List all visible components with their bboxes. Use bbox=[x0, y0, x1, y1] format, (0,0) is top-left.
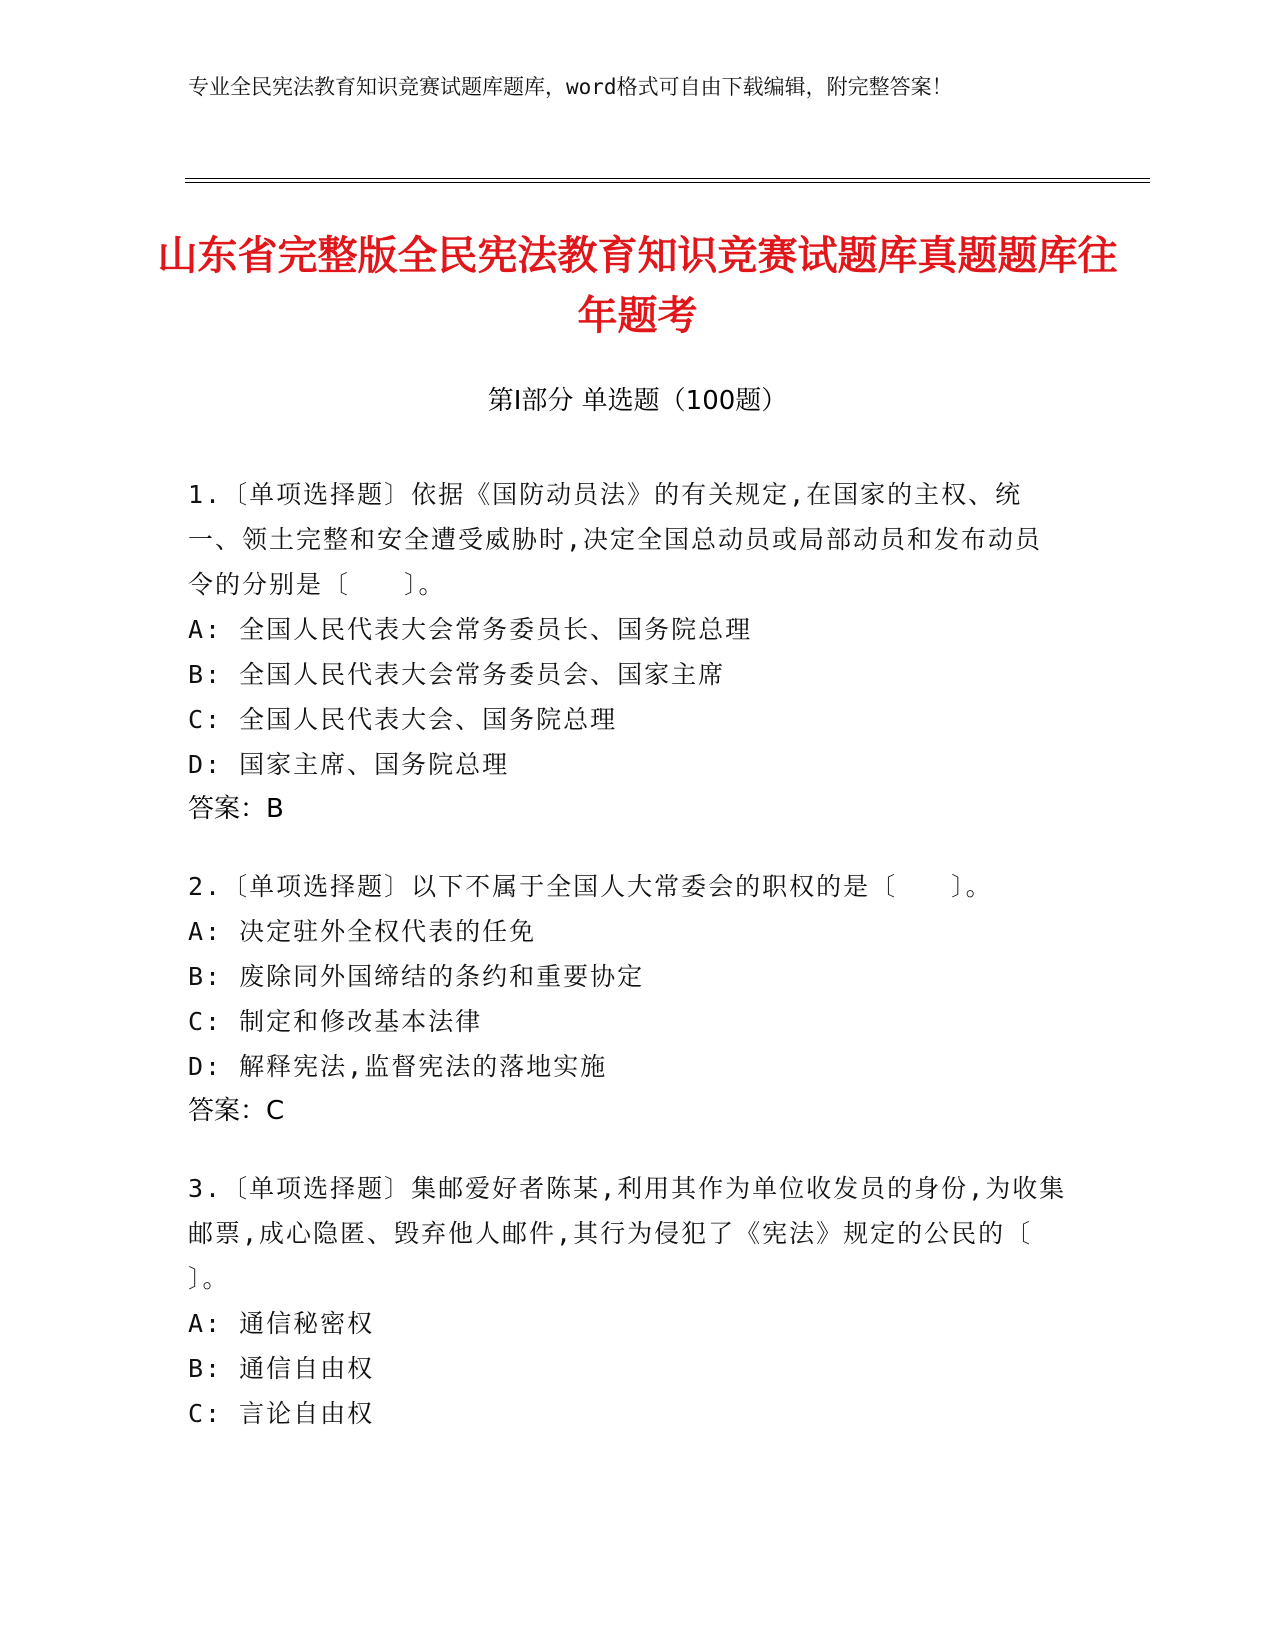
question-3 bbox=[188, 1166, 1087, 1436]
option-b: B: 通信自由权 bbox=[188, 1354, 375, 1383]
question-stem: 1.〔单项选择题〕依据《国防动员法》的有关规定,在国家的主权、统一、领土完整和安全遭受威胁时,决定全国总动员或局部动员和发布动员令的分别是〔 〕。 bbox=[188, 480, 1043, 599]
answer-line: 答案：B bbox=[188, 794, 284, 824]
option-d: D: 国家主席、国务院总理 bbox=[188, 750, 510, 779]
question-list bbox=[188, 472, 1087, 1468]
question-stem: 2.〔单项选择题〕以下不属于全国人大常委会的职权的是〔 〕。 bbox=[188, 872, 993, 901]
section-title: 第Ⅰ部分 单选题（100题） bbox=[487, 386, 788, 416]
option-a: A: 通信秘密权 bbox=[188, 1309, 375, 1338]
answer-line: 答案：C bbox=[188, 1096, 285, 1126]
option-d: D: 解释宪法,监督宪法的落地实施 bbox=[188, 1052, 608, 1081]
option-a: A: 全国人民代表大会常务委员长、国务院总理 bbox=[188, 615, 753, 644]
option-a: A: 决定驻外全权代表的任免 bbox=[188, 917, 537, 946]
header-divider-bottom bbox=[185, 182, 1150, 183]
header-note: 专业全民宪法教育知识竞赛试题库题库，word格式可自由下载编辑，附完整答案！ bbox=[188, 75, 953, 99]
option-c: C: 全国人民代表大会、国务院总理 bbox=[188, 705, 618, 734]
question-2 bbox=[188, 864, 1068, 1134]
option-c: C: 言论自由权 bbox=[188, 1399, 375, 1428]
option-b: B: 全国人民代表大会常务委员会、国家主席 bbox=[188, 660, 726, 689]
document-title: 山东省完整版全民宪法教育知识竞赛试题库真题题库往年题考 bbox=[157, 233, 1118, 339]
option-c: C: 制定和修改基本法律 bbox=[188, 1007, 483, 1036]
option-b: B: 废除同外国缔结的条约和重要协定 bbox=[188, 962, 645, 991]
question-1 bbox=[188, 472, 1068, 832]
question-stem: 3.〔单项选择题〕集邮爱好者陈某,利用其作为单位收发员的身份,为收集邮票,成心隐匿、毁弃他人邮件,其行为侵犯了《宪法》规定的公民的〔 〕。 bbox=[188, 1174, 1087, 1293]
header-divider-top bbox=[185, 178, 1150, 179]
